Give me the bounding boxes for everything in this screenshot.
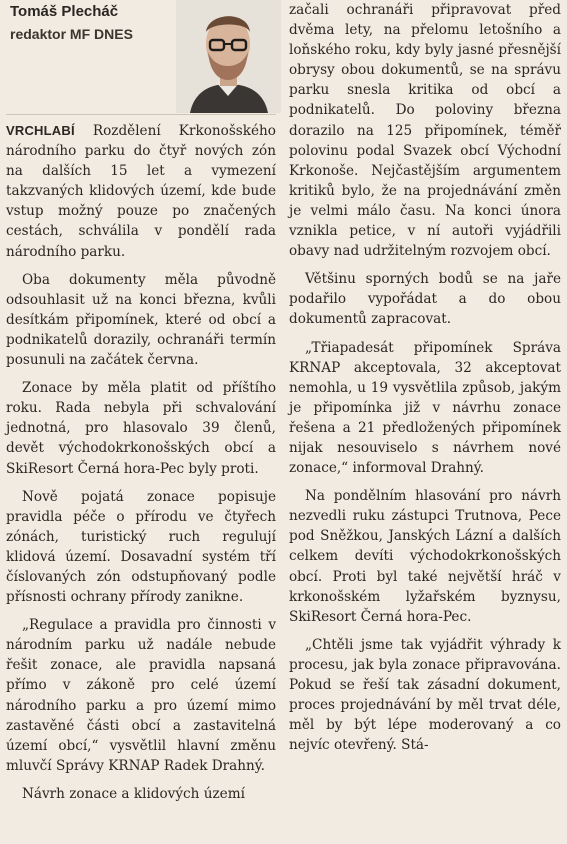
paragraph: Návrh zonace a klidových území bbox=[22, 785, 245, 802]
paragraph: začali ochranáři připravovat před dvěma lety, na přelomu letošního a loňského roku, kdy byly jasné přesnější obrysy obou dokumentů, se na správu parku snesla kritika od obcí a podnikatelů. Do poloviny března dorazilo na 125 připomínek, téměř polovinu podal Svazek obcí Východní Krkonoše. Nejčastějším argumentem kritiků bylo, že na projednávání změn je velmi málo času. Na konci února vznikla petice, v ní autoři vyjádřili obavy nad udržitelným rozvojem obcí. bbox=[289, 2, 561, 260]
left-column bbox=[6, 0, 276, 804]
byline bbox=[6, 0, 276, 115]
paragraph: Oba dokumenty měla původně odsouhlasit už na konci března, kvůli desítkám připomínek, které od obcí a podnikatelů dorazily, ochranáři termín posunuli na začátek června. bbox=[6, 271, 276, 369]
paragraph: „Regulace a pravidla pro činnosti v národním parku už nadále nebude řešit zonace, ale pravidla napsaná přímo v zákoně pro celé území národního parku a pro území mimo zastavěné části obcí a zastavitelná území obcí,“ vysvětlil hlavní změnu mluvčí Správy KRNAP Radek Drahný. bbox=[6, 617, 276, 774]
author-role: redaktor MF DNES bbox=[10, 26, 133, 42]
paragraph: „Třiapadesát připomínek Správa KRNAP akceptovala, 32 akceptovat nemohla, u 19 vysvětlila způsob, jakým je připomínka již v návrhu zonace řešena a 21 předložených připomínek nijak nesouviselo s návrhem nové zonace,“ informoval Drahný. bbox=[289, 339, 561, 477]
dateline: VRCHLABÍ bbox=[6, 123, 75, 138]
author-name: Tomáš Plecháč bbox=[10, 3, 119, 20]
paragraph: Většinu sporných bodů se na jaře podařilo vypořádat a do obou dokumentů zapracovat. bbox=[289, 271, 561, 328]
paragraph: Nově pojatá zonace popisuje pravidla péče o přírodu ve čtyřech zónách, turistický ruch regulují klidová území. Dosavadní systém tří číslovaných zón odstupňovaný podle přísnosti ochrany přírody zanikne. bbox=[6, 488, 276, 606]
article-lead bbox=[6, 121, 276, 262]
author-photo bbox=[176, 0, 281, 113]
paragraph: Na pondělním hlasování pro návrh nezvedli ruku zástupci Trutnova, Pece pod Sněžkou, Janských Lázní a dalších celkem devíti východokrkonošských obcí. Proti byl také největší hráč v krkonošském lyžařském byznysu, SkiResort Černá hora-Pec. bbox=[289, 488, 561, 625]
paragraph: „Chtěli jsme tak vyjádřit výhrady k procesu, jak byla zonace připravována. Pokud se řeší tak zásadní dokument, proces projednávání by měl trvat déle, měl by být lépe moderovaný a co nejvíc otevřený. Stá- bbox=[289, 636, 561, 754]
right-column bbox=[289, 0, 561, 755]
paragraph: Zonace by měla platit od příštího roku. Rada nebyla při schvalování jednotná, pro hlasovalo 39 členů, devět východokrkonošských obcí a SkiResort Černá hora-Pec byly proti. bbox=[6, 380, 276, 477]
lead-text: Rozdělení Krkonošského národního parku do čtyř nových zón na dalších 15 let a vymezení takzvaných klidových území, kde bude vstup možný pouze po značených cestách, schválila v pondělí rada národního parku. bbox=[6, 123, 276, 260]
